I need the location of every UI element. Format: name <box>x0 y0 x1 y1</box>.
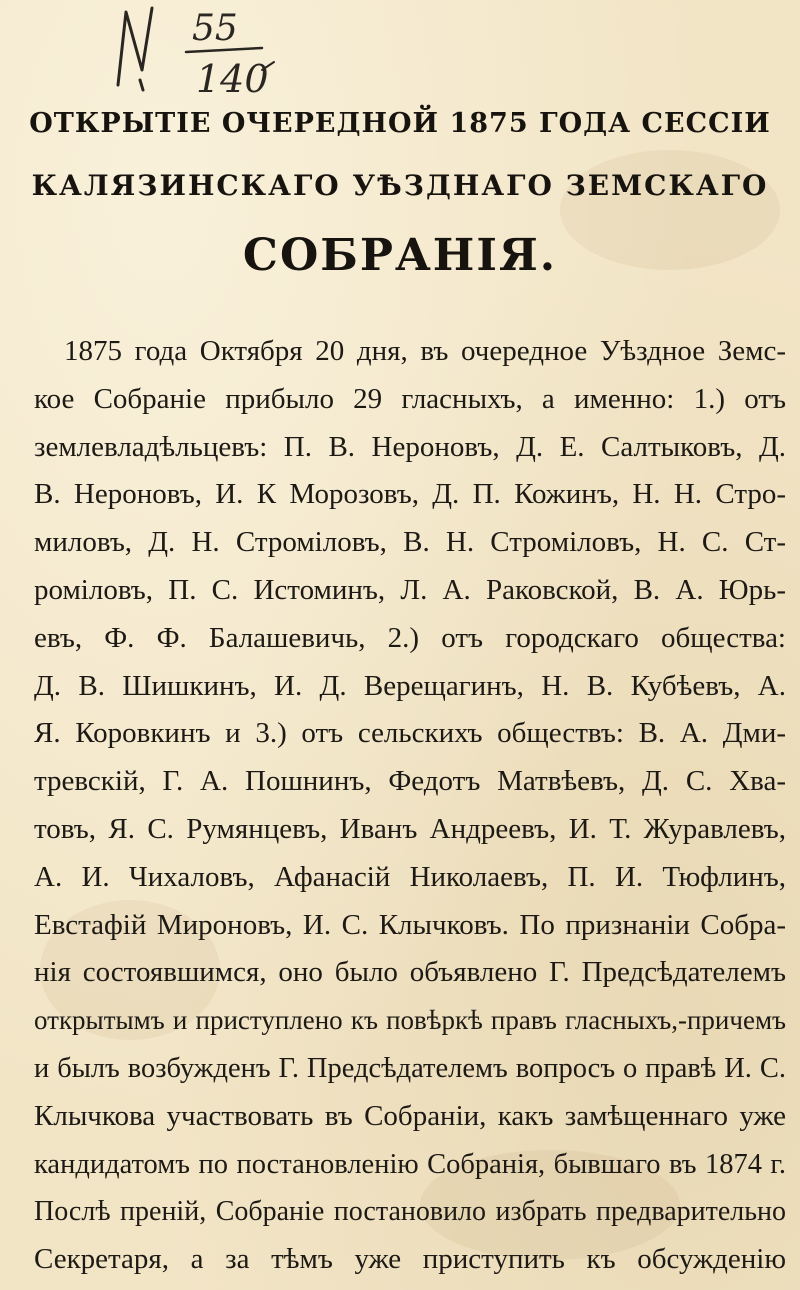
body-line: тревскій, Г. А. Пошнинъ, Федотъ Матвѣевъ, Д. С. Хва- <box>34 765 786 798</box>
body-line: В. Нероновъ, И. К Морозовъ, Д. П. Кожинъ, Н. Н. Стро- <box>34 478 786 511</box>
body-line: товъ, Я. С. Румянцевъ, Иванъ Андреевъ, И. Т. Журавлевъ, <box>34 812 786 845</box>
body-line: Послѣ преній, Собраніе постановило избрать предварительно <box>34 1196 786 1228</box>
body-line: Д. В. Шишкинъ, И. Д. Верещагинъ, Н. В. Кубѣевъ, А. <box>34 669 786 702</box>
body-line: Я. Коровкинъ и 3.) отъ сельскихъ обществъ: В. А. Дми- <box>34 717 786 750</box>
document-title-line-2: КАЛЯЗИНСКАГО УѢЗДНАГО ЗЕМСКАГО <box>31 169 769 202</box>
handwritten-number-drawing <box>112 0 282 110</box>
document-title-line-3: СОБРАНІЯ. <box>242 230 558 281</box>
body-line: евъ, Ф. Ф. Балашевичь, 2.) отъ городскаго общества: <box>34 621 786 654</box>
body-line: открытымъ и приступлено къ повѣркѣ правъ гласныхъ,-причемъ <box>34 1005 786 1036</box>
body-line: 1875 года Октября 20 дня, въ очередное Уѣздное Земс- <box>64 335 786 367</box>
body-line: кандидатомъ по постановленію Собранія, бывшаго въ 1874 г. <box>34 1148 786 1180</box>
body-paragraph <box>34 328 786 1284</box>
body-line: миловъ, Д. Н. Строміловъ, В. Н. Строміловъ, Н. С. Ст- <box>34 526 786 559</box>
body-line: землевладѣльцевъ: П. В. Нероновъ, Д. Е. Салтыковъ, Д. <box>34 430 786 463</box>
svg-text:140: 140 <box>196 57 269 101</box>
body-line: А. И. Чихаловъ, Афанасій Николаевъ, П. И. Тюфлинъ, <box>34 860 786 893</box>
handwritten-number <box>112 0 282 110</box>
body-line: роміловъ, П. С. Истоминъ, Л. А. Раковской, В. А. Юрь- <box>34 573 786 606</box>
body-line: кое Собраніе прибыло 29 гласныхъ, а именно: 1.) отъ <box>34 382 786 415</box>
svg-text:55: 55 <box>192 8 238 49</box>
document-title-line-1: ОТКРЫТІЕ ОЧЕРЕДНОЙ 1875 ГОДА СЕССІИ <box>29 108 771 139</box>
body-line: Секретаря, а за тѣмъ уже приступить къ обсужденію <box>34 1243 786 1276</box>
body-line: и былъ возбужденъ Г. Предсѣдателемъ вопросъ о правѣ И. С. <box>34 1052 786 1084</box>
body-line: Клычкова участвовать въ Собраніи, какъ замѣщеннаго уже <box>34 1099 786 1132</box>
body-line: Евстафій Мироновъ, И. С. Клычковъ. По признаніи Собра- <box>34 908 786 941</box>
body-line: нія состоявшимся, оно было объявлено Г. Предсѣдателемъ <box>34 956 786 989</box>
